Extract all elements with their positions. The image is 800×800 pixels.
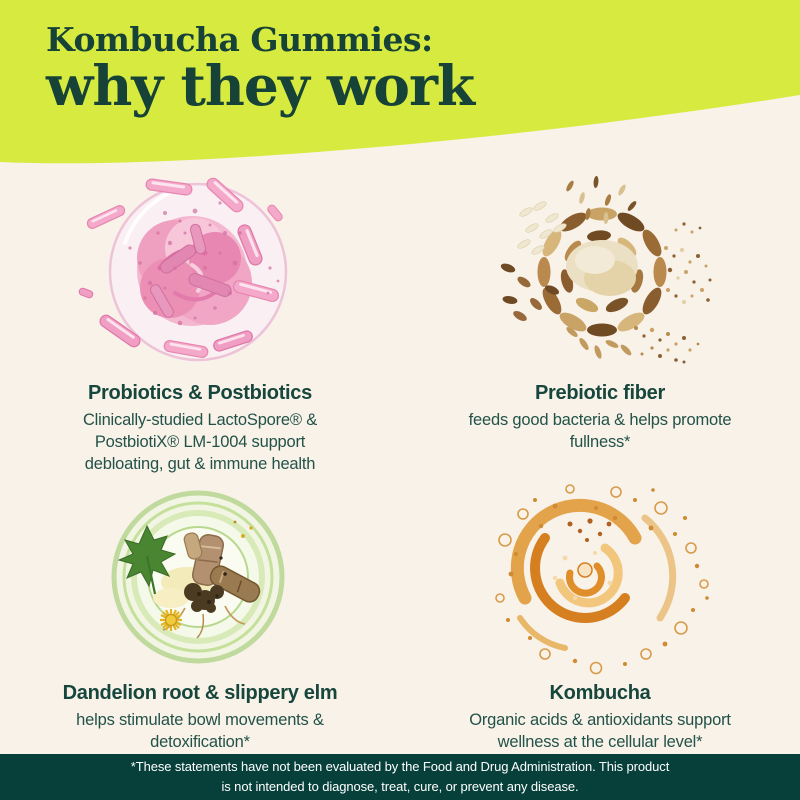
quadrant-grid [0,170,800,754]
disclaimer-line1: *These statements have not been evaluated by the Food and Drug Administration. This product [130,759,670,775]
quadrant-probiotics-caption [0,376,400,480]
dandelion-bowl-icon [75,488,325,668]
quadrant-description: Organic acids & antioxidants support wellness at the cellular level* [469,711,731,751]
prebiotic-fiber-illustration [400,170,800,376]
fda-disclaimer-bar [0,754,800,800]
quadrant-description: feeds good bacteria & helps promote fullness* [468,411,732,451]
page-title-line2: why they work [46,53,475,119]
quadrant-title: Kombucha [549,682,651,704]
page-title-line1: Kombucha Gummies: [46,20,433,59]
kombucha-swirl-icon [475,478,725,678]
quadrant-title: Dandelion root & slippery elm [62,682,338,704]
probiotics-illustration [0,170,400,376]
quadrant-kombucha-caption [400,676,800,754]
quadrant-description: helps stimulate bowl movements & detoxification* [76,711,324,751]
quadrant-description: Clinically-studied LactoSpore® & PostbiotiX® LM-1004 support debloating, gut & immune health [82,411,318,473]
quadrant-title: Probiotics & Postbiotics [88,382,312,404]
disclaimer-line2: is not intended to diagnose, treat, cure, or prevent any disease. [221,779,579,794]
quadrant-title: Prebiotic fiber [535,382,665,404]
header-banner [0,0,800,172]
pink-bacteria-icon [70,173,330,373]
quadrant-dandelion-caption [0,676,400,754]
dandelion-root-illustration [0,480,400,676]
kombucha-illustration [400,480,800,676]
page-title [46,20,475,119]
quadrant-prebiotic-caption [400,376,800,480]
grains-seeds-icon [480,170,720,376]
